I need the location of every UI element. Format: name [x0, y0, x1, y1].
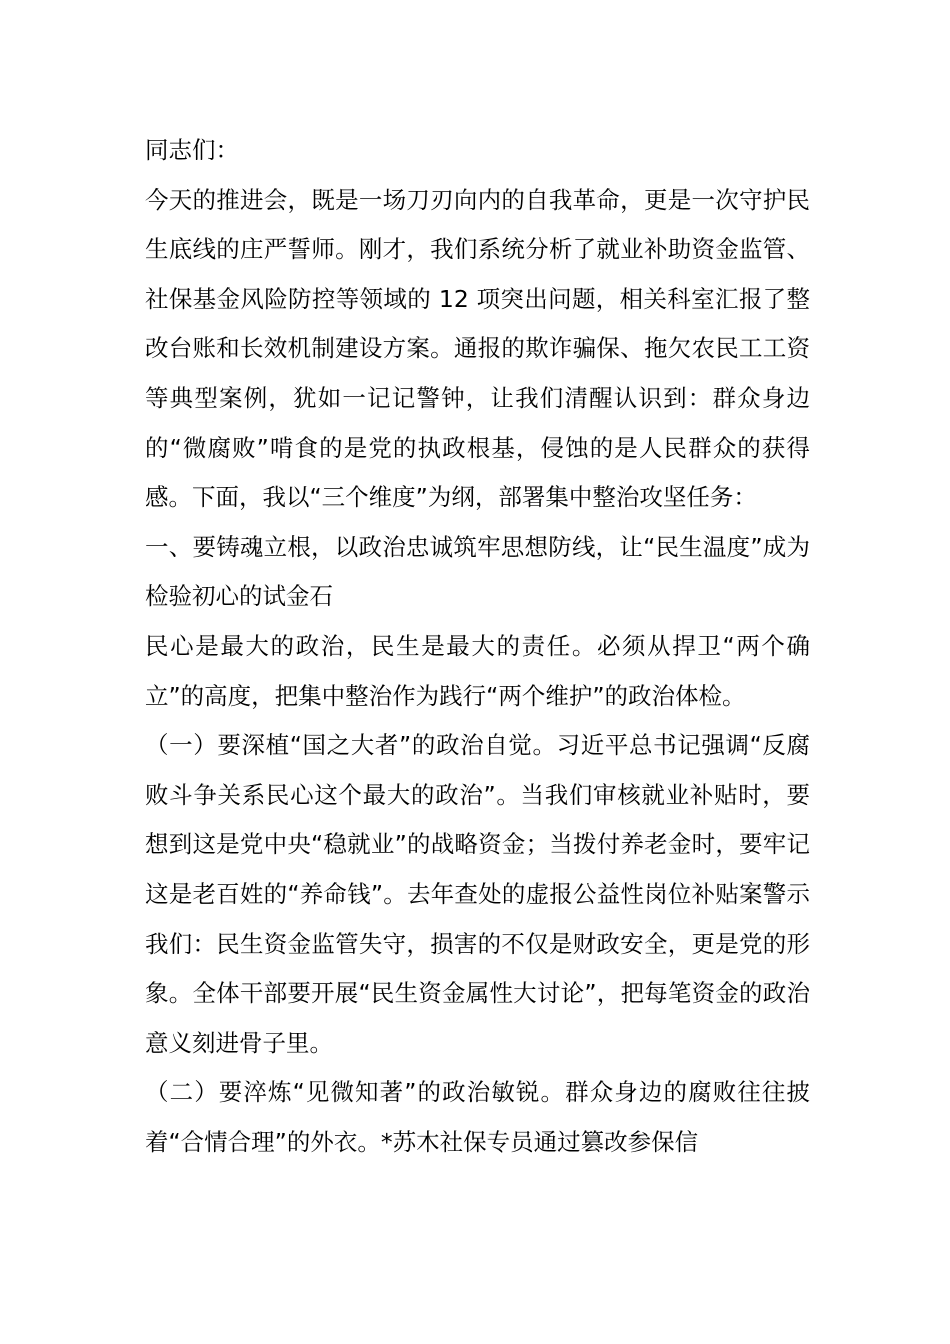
- section-heading: 一、要铸魂立根，以政治忠诚筑牢思想防线，让“民生温度”成为检验初心的试金石: [145, 532, 810, 611]
- salutation: 同志们：: [145, 136, 239, 164]
- section-body-paragraph: 民心是最大的政治，民生是最大的责任。必须从捍卫“两个确立”的高度，把集中整治作为践行“两个维护”的政治体检。: [145, 631, 810, 710]
- list-item-paragraph: （二）要淬炼“见微知著”的政治敏锐。群众身边的腐败往往披着“合情合理”的外衣。*苏木社保专员通过篡改参保信: [145, 1078, 810, 1156]
- intro-paragraph: 今天的推进会，既是一场刀刃向内的自我革命，更是一次守护民生底线的庄严誓师。刚才，我们系统分析了就业补助资金监管、社保基金风险防控等领域的 12 项突出问题，相关科室汇报了整改台账和长效机制建设方案。通报的欺诈骗保、拖欠农民工工资等典型案例，犹如一记记警钟，让我们清醒认识到：群众身边的“微腐败”啃食的是党的执政根基，侵蚀的是人民群众的获得感。下面，我以“三个维度”为纲，部署集中整治攻坚任务：: [145, 185, 810, 512]
- document-body: [145, 126, 810, 1167]
- list-item-paragraph: （一）要深植“国之大者”的政治自觉。习近平总书记强调“反腐败斗争关系民心这个最大的政治”。当我们审核就业补贴时，要想到这是党中央“稳就业”的战略资金；当拨付养老金时，要牢记这是老百姓的“养命钱”。去年查处的虚报公益性岗位补贴案警示我们：民生资金监管失守，损害的不仅是财政安全，更是党的形象。全体干部要开展“民生资金属性大讨论”，把每笔资金的政治意义刻进骨子里。: [145, 731, 810, 1057]
